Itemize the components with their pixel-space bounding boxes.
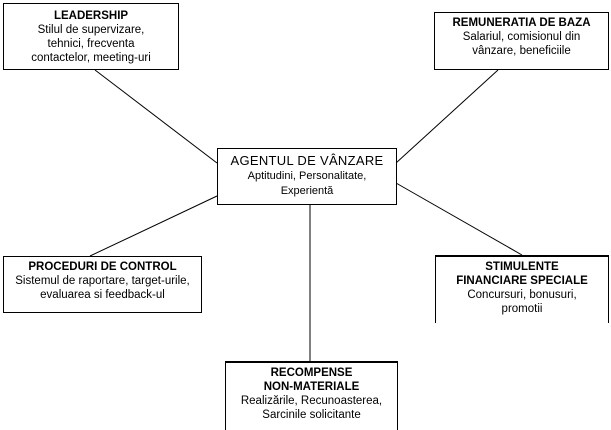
connector-stimulente — [396, 183, 522, 255]
stimulente-box — [435, 255, 609, 323]
stimulente-title: STIMULENTE FINANCIARE SPECIALE — [456, 261, 588, 287]
connector-leadership — [95, 70, 217, 163]
proceduri-title: PROCEDURI DE CONTROL — [28, 261, 177, 273]
center-title: AGENTUL DE VÂNZARE — [230, 153, 384, 168]
leadership-title: LEADERSHIP — [53, 10, 129, 22]
recompense-box — [225, 361, 398, 430]
remuneratia-desc: Salariul, comisionul din vânzare, beneficiile — [462, 31, 581, 57]
connector-remuneratia — [396, 70, 498, 163]
leadership-desc: Stilul de supervizare, tehnici, frecventa contactelor, meeting-uri — [31, 24, 151, 64]
proceduri-desc: Sistemul de raportare, target-urile, evaluarea si feedback-ul — [15, 275, 190, 301]
center-box — [217, 148, 397, 205]
recompense-desc: Realizările, Recunoasterea, Sarcinile solicitante — [240, 395, 383, 421]
leadership-box — [3, 3, 179, 70]
connector-proceduri — [90, 196, 217, 256]
remuneratia-box — [434, 12, 609, 70]
remuneratia-title: REMUNERATIA DE BAZA — [452, 17, 591, 29]
proceduri-box — [3, 256, 202, 313]
recompense-title: RECOMPENSE NON-MATERIALE — [263, 367, 360, 393]
stimulente-desc: Concursuri, bonusuri, promotii — [467, 289, 577, 315]
center-desc: Aptitudini, Personalitate, Experientă — [247, 170, 367, 197]
